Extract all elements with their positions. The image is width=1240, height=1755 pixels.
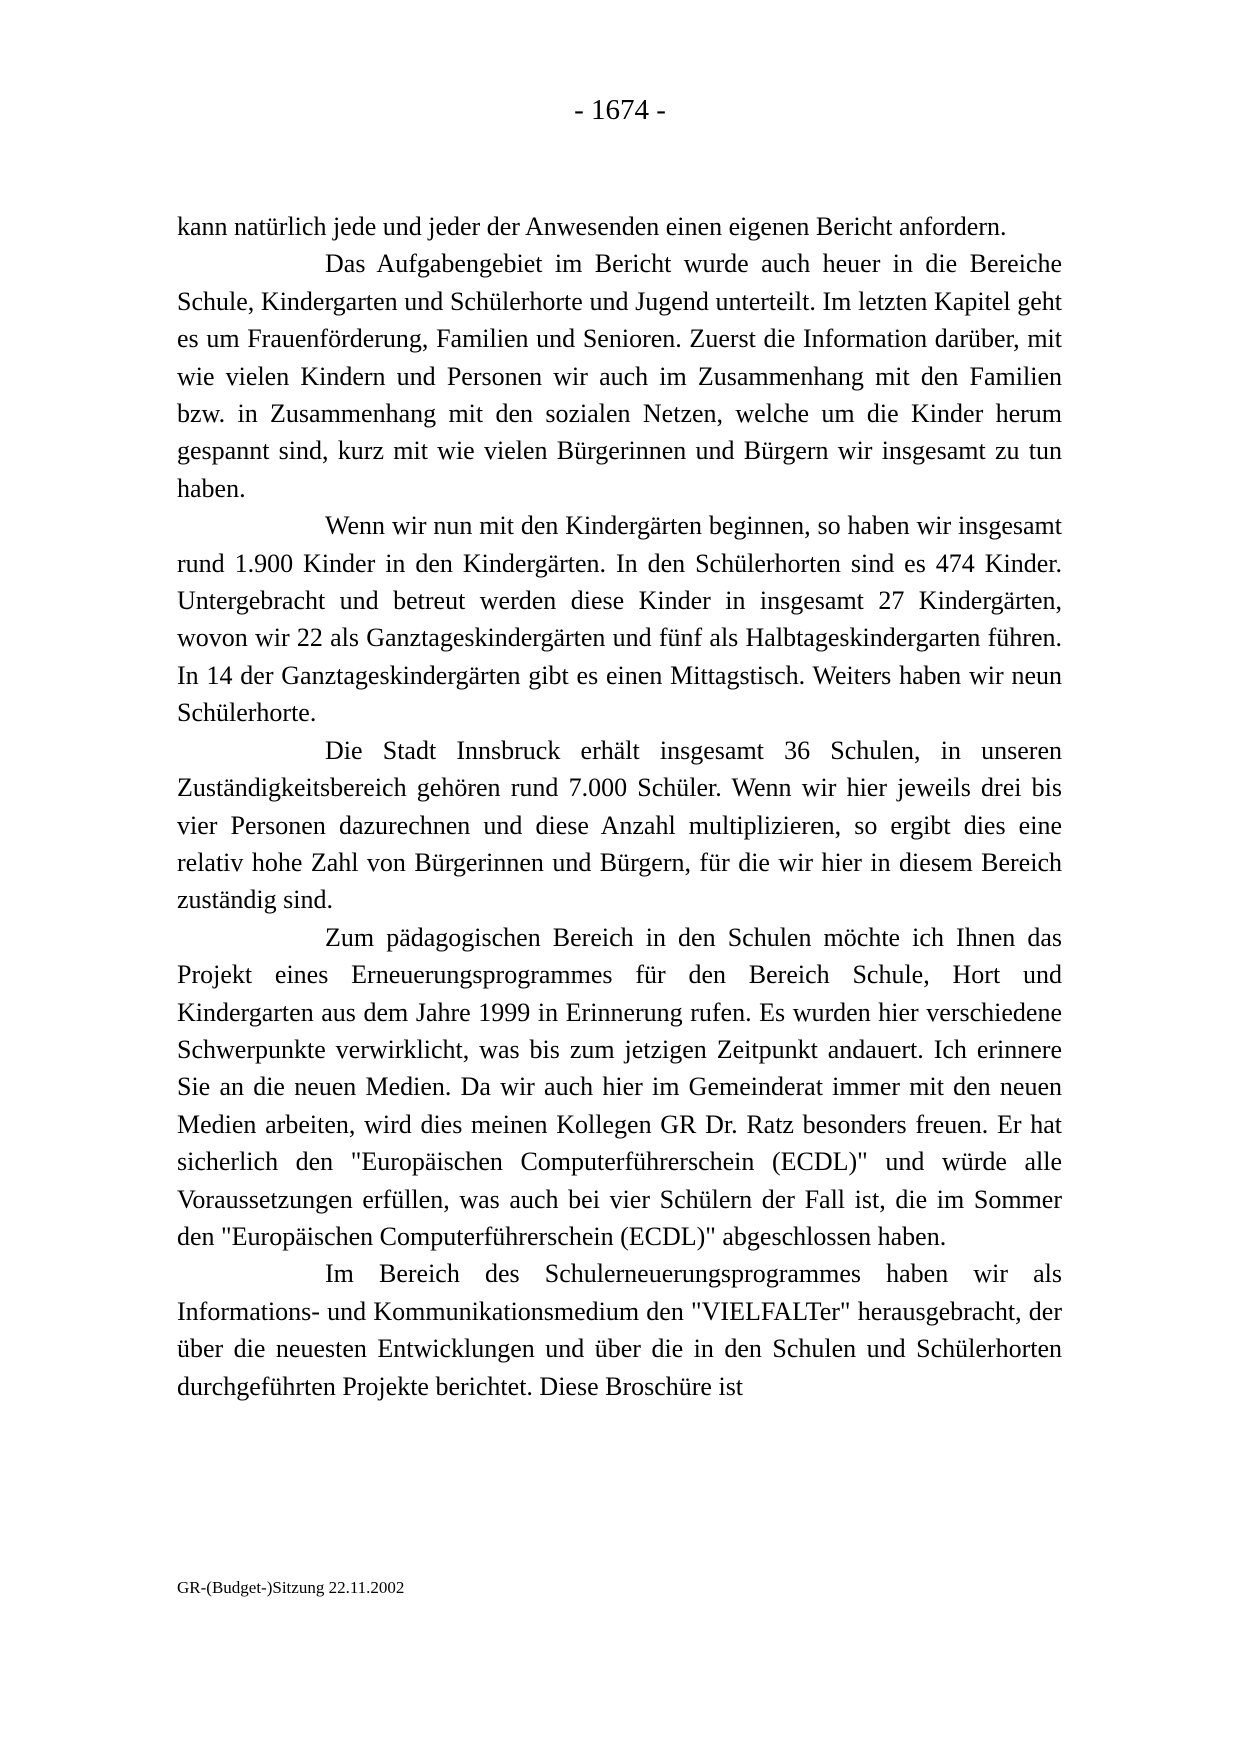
page-number: - 1674 - xyxy=(574,94,666,126)
paragraph-2: Das Aufgabengebiet im Bericht wurde auch heuer in die Bereiche Schule, Kindergarten und Schülerhorte und Jugend unterteilt. Im letzten Kapitel geht es um Frauenförderung, Familien und Senioren. Zuerst die Information darüber, mit wie vielen Kindern und Personen wir auch im Zusammenhang mit den Familien bzw. in Zusammenhang mit den sozialen Netzen, welche um die Kinder herum gespannt sind, kurz mit wie vielen Bürgerinnen und Bürgern wir insgesamt zu tun haben. xyxy=(177,249,1062,503)
paragraph-6: Im Bereich des Schulerneuerungsprogrammes haben wir als Informations- und Kommunikationsmedium den "VIELFALTer" herausgebracht, der über die neuesten Entwicklungen und über die in den Schulen und Schülerhorten durchgeführten Projekte berichtet. Diese Broschüre ist xyxy=(177,1259,1062,1401)
paragraph-5: Zum pädagogischen Bereich in den Schulen möchte ich Ihnen das Projekt eines Erneuerungsprogrammes für den Bereich Schule, Hort und Kindergarten aus dem Jahre 1999 in Erinnerung rufen. Es wurden hier verschiedene Schwerpunkte verwirklicht, was bis zum jetzigen Zeitpunkt andauert. Ich erinnere Sie an die neuen Medien. Da wir auch hier im Gemeinderat immer mit den neuen Medien arbeiten, wird dies meinen Kollegen GR Dr. Ratz besonders freuen. Er hat sicherlich den "Europäischen Computerführerschein (ECDL)" und würde alle Voraussetzungen erfüllen, was auch bei vier Schülern der Fall ist, die im Sommer den "Europäischen Computerführerschein (ECDL)" abgeschlossen haben. xyxy=(177,922,1062,1251)
paragraph-3: Wenn wir nun mit den Kindergärten beginnen, so haben wir insgesamt rund 1.900 Kinder in den Kindergärten. In den Schülerhorten sind es 474 Kinder. Untergebracht und betreut werden diese Kinder in insgesamt 27 Kindergärten, wovon wir 22 als Ganztageskindergärten und fünf als Halbtageskindergarten führen. In 14 der Ganztageskindergärten gibt es einen Mittagstisch. Weiters haben wir neun Schülerhorte. xyxy=(177,511,1062,728)
paragraph-1: kann natürlich jede und jeder der Anwesenden einen eigenen Bericht anfordern. xyxy=(177,212,1007,241)
paragraph-4: Die Stadt Innsbruck erhält insgesamt 36 Schulen, in unseren Zuständigkeitsbereich gehören rund 7.000 Schüler. Wenn wir hier jeweils drei bis vier Personen dazurechnen und diese Anzahl multiplizieren, so ergibt dies eine relativ hohe Zahl von Bürgerinnen und Bürgern, für die wir hier in diesem Bereich zuständig sind. xyxy=(177,735,1062,915)
footer-session-label: GR-(Budget-)Sitzung 22.11.2002 xyxy=(177,1578,405,1597)
body-text xyxy=(177,208,1062,1405)
